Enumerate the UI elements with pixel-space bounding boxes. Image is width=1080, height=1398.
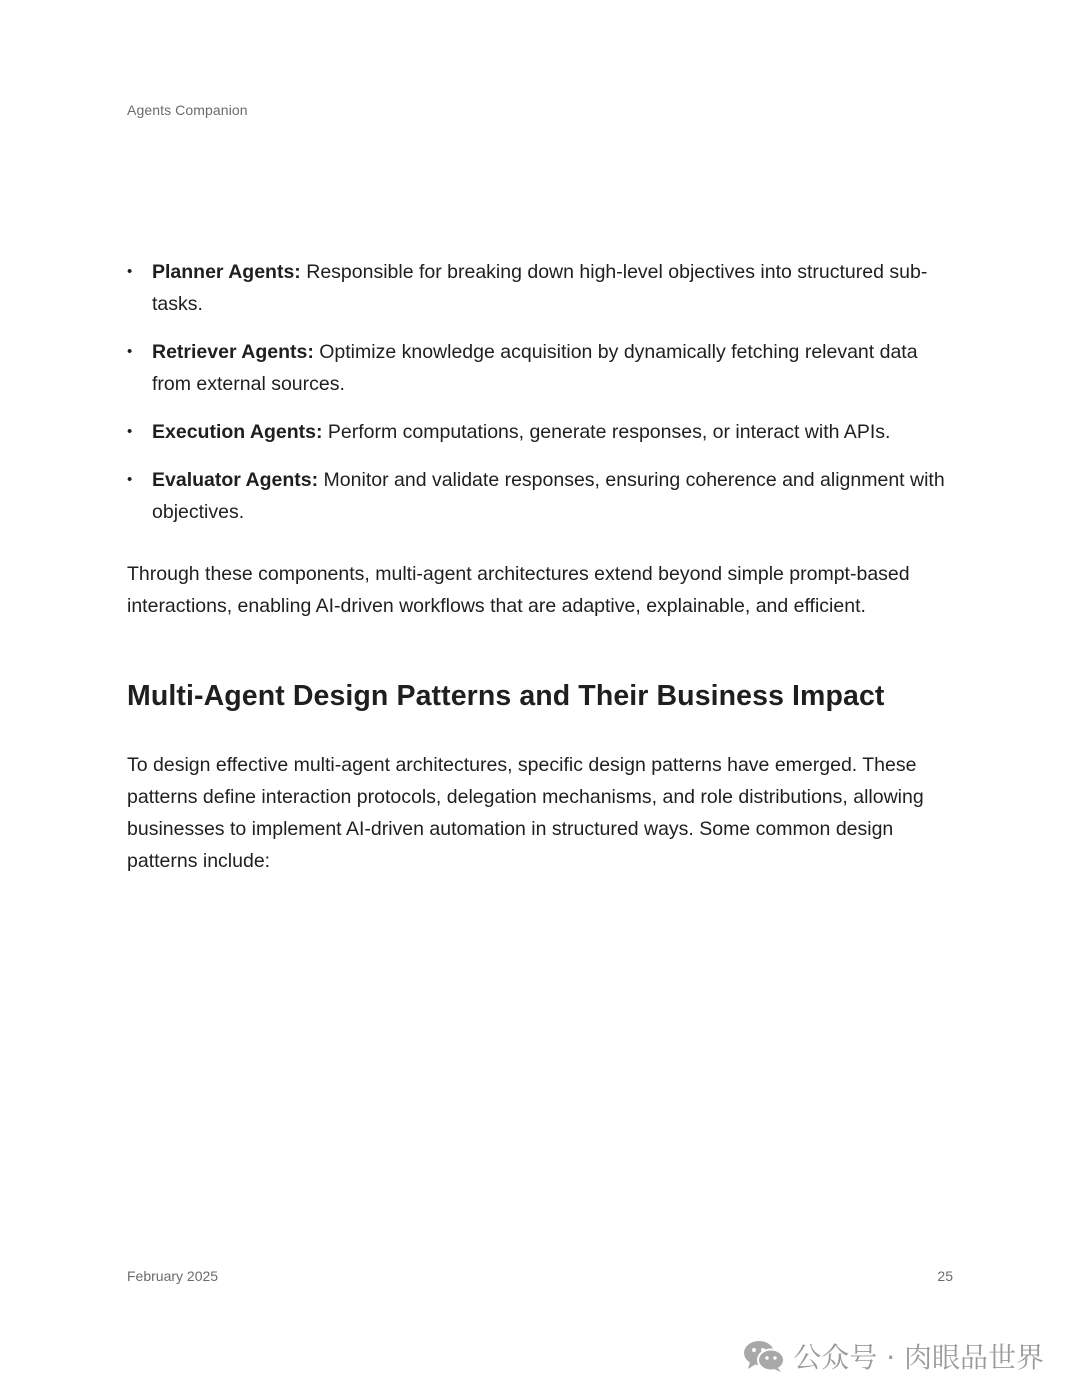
summary-paragraph: Through these components, multi-agent architectures extend beyond simple prompt-based interactions, enabling AI-driven workflows that are adaptive, explainable, and efficient. [127, 563, 910, 617]
bullet-description: Responsible for breaking down high-level objectives into structured sub-tasks. [152, 261, 928, 315]
list-item-execution-agents [127, 416, 957, 448]
list-item-evaluator-agents [127, 464, 957, 528]
page-number: 25 [937, 1268, 953, 1284]
bullet-description: Perform computations, generate responses, or interact with APIs. [322, 421, 891, 443]
wechat-icon [743, 1339, 785, 1373]
bullet-icon: • [127, 343, 133, 360]
bullet-term: Retriever Agents: [152, 341, 314, 363]
watermark [743, 1336, 1044, 1376]
list-item-planner-agents [127, 256, 957, 320]
bullet-description: Monitor and validate responses, ensuring coherence and alignment with objectives. [152, 469, 945, 523]
running-header: Agents Companion [127, 102, 248, 118]
section-heading: Multi-Agent Design Patterns and Their Business Impact [127, 680, 885, 712]
footer-date: February 2025 [127, 1268, 219, 1284]
bullet-description: Optimize knowledge acquisition by dynamically fetching relevant data from external sources. [152, 341, 918, 395]
bullet-term: Evaluator Agents: [152, 469, 319, 491]
bullet-icon: • [127, 263, 133, 280]
bullet-icon: • [127, 423, 133, 440]
list-item-retriever-agents [127, 336, 957, 400]
bullet-icon: • [127, 471, 133, 488]
watermark-text: 公众号 · 肉眼品世界 [793, 1341, 1044, 1374]
bullet-term: Planner Agents: [152, 261, 301, 283]
section-intro-paragraph: To design effective multi-agent architectures, specific design patterns have emerged. These patterns define interaction protocols, delegation mechanisms, and role distributions, allowing businesses to implement AI-driven automation in structured ways. Some common design patterns include: [127, 754, 924, 872]
bullet-term: Execution Agents: [152, 421, 323, 443]
agent-roles-list [127, 256, 957, 544]
